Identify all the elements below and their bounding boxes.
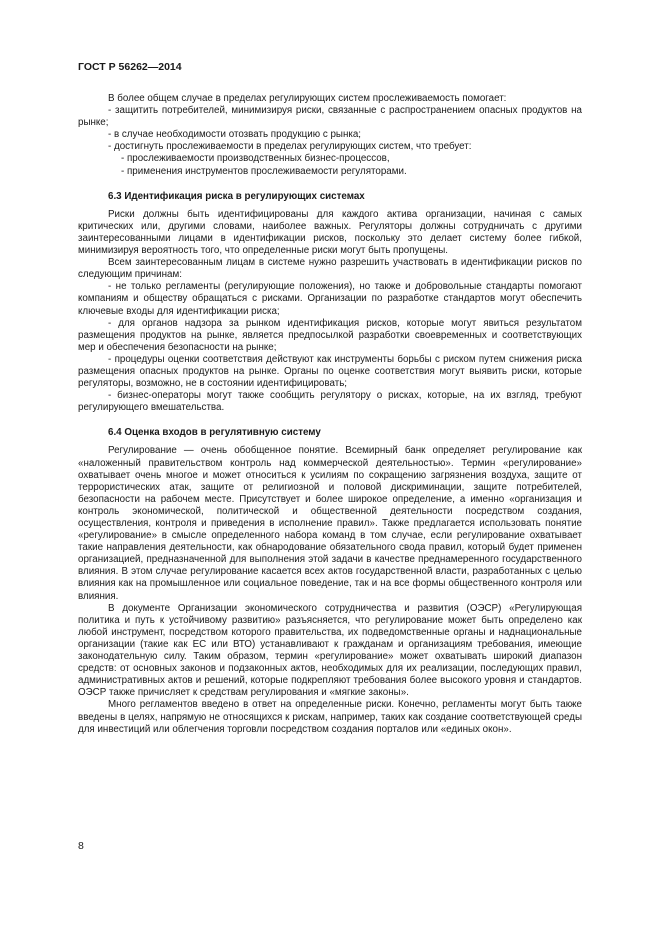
paragraph: В более общем случае в пределах регулирующих систем прослеживаемость помогает: bbox=[108, 93, 507, 104]
paragraph: В документе Организации экономического сотрудничества и развития (ОЭСР) «Регулирующая политика и путь к устойчивому развитию» разъясняется, что регулирование может быть определено как любой инструмент, посредством которого правительства, их подведомственные органы и наднациональные организации (такие как ЕС или ВТО) устанавливают к гражданам и организациям требования, имеющие законодательную силу. Таким образом, термин «регулирование» может охватывать широкий диапазон средств: от основных законов и подзаконных актов, необходимых для их реализации, последующих правил, административных актов и решений, которые подкрепляют требования более высокого уровня и стандартов. ОЭСР также причисляет к средствам регулирования и «мягкие законы». bbox=[78, 602, 582, 699]
sub-list-item: - прослеживаемости производственных бизнес-процессов, bbox=[121, 153, 390, 165]
list-item: - в случае необходимости отозвать продукцию с рынка; bbox=[108, 129, 362, 141]
paragraph: Много регламентов введено в ответ на определенные риски. Конечно, регламенты могут быть также введены в целях, напрямую не относящихся к рискам, например, таких как создание соответствующей среды для инвестиций или облегчения торговли посредством создания порталов или «единых окон». bbox=[78, 699, 582, 735]
list-item: - достигнуть прослеживаемости в пределах регулирующих систем, что требует: bbox=[108, 141, 472, 153]
list-item: - бизнес-операторы могут также сообщить регулятору о рисках, которые, на их взгляд, требуют регулирующего вмешательства. bbox=[78, 390, 582, 414]
page-number: 8 bbox=[78, 840, 84, 852]
list-item: - защитить потребителей, минимизируя риски, связанные с распространением опасных продуктов на рынке; bbox=[78, 105, 582, 129]
list-item: - процедуры оценки соответствия действуют как инструменты борьбы с риском путем снижения риска размещения опасных продуктов на рынке. Органы по оценке соответствия могут выявить риски, которые регуляторы, возможно, не в состоянии идентифицировать; bbox=[78, 353, 582, 390]
section-heading: 6.3 Идентификация риска в регулирующих системах bbox=[108, 190, 365, 202]
list-item: - не только регламенты (регулирующие положения), но также и добровольные стандарты помогают компаниям и обществу обращаться с рисками. Организации по разработке стандартов могут обеспечить ключевые входы для идентификации риска; bbox=[78, 281, 582, 317]
sub-list-item: - применения инструментов прослеживаемости регуляторами. bbox=[121, 165, 407, 177]
paragraph: Всем заинтересованным лицам в системе нужно разрешить участвовать в идентификации рисков по следующим причинам: bbox=[78, 257, 582, 281]
list-item: - для органов надзора за рынком идентификация рисков, которые могут явиться результатом размещения продуктов на рынке, является предпосылкой разработки своевременных и соответствующих мер и обеспечения безопасности на рынке; bbox=[78, 317, 582, 353]
paragraph: Регулирование — очень обобщенное понятие. Всемирный банк определяет регулирование как «наложенный правительством контроль над коммерческой деятельностью». Термин «регулирование» охватывает очень многое и может относиться к усилиям по сокращению загрязнения воздуха, защите от террористических атак, защите от религиозной и половой дискриминации, защите потребителей, безопасности на рабочем месте. Присутствует и более широкое определение, а именно «организация и контроль экономической, политической и общественной деятельности посредством создания, осуществления, контроля и приведения в исполнение правил». Также предлагается использовать понятие «регулирование» в смысле определенного набора команд в том случае, если регулирование охватывает такие направления деятельности, как обнародование обязательного свода правил, который будет применен организацией, предназначенной для выполнения этой задачи в качестве преднамеренного государственного влияния. В этом случае регулирование касается всех актов государственной власти, разработанных с целью влияния как на промышленное или социальное поведение, так и на все формы общественного контроля или влияния. bbox=[78, 445, 582, 602]
page-body bbox=[78, 93, 582, 736]
document-header: ГОСТ Р 56262—2014 bbox=[78, 61, 182, 73]
paragraph: Риски должны быть идентифицированы для каждого актива организации, начиная с самых критических или, другими словами, наиболее важных. Регуляторы должны сотрудничать с другими заинтересованными лицами в идентификации рисков, поскольку это делает систему более гибкой, минимизируя вероятность того, что определенные риски могут быть пропущены. bbox=[78, 208, 582, 257]
section-heading: 6.4 Оценка входов в регулятивную систему bbox=[108, 427, 321, 439]
